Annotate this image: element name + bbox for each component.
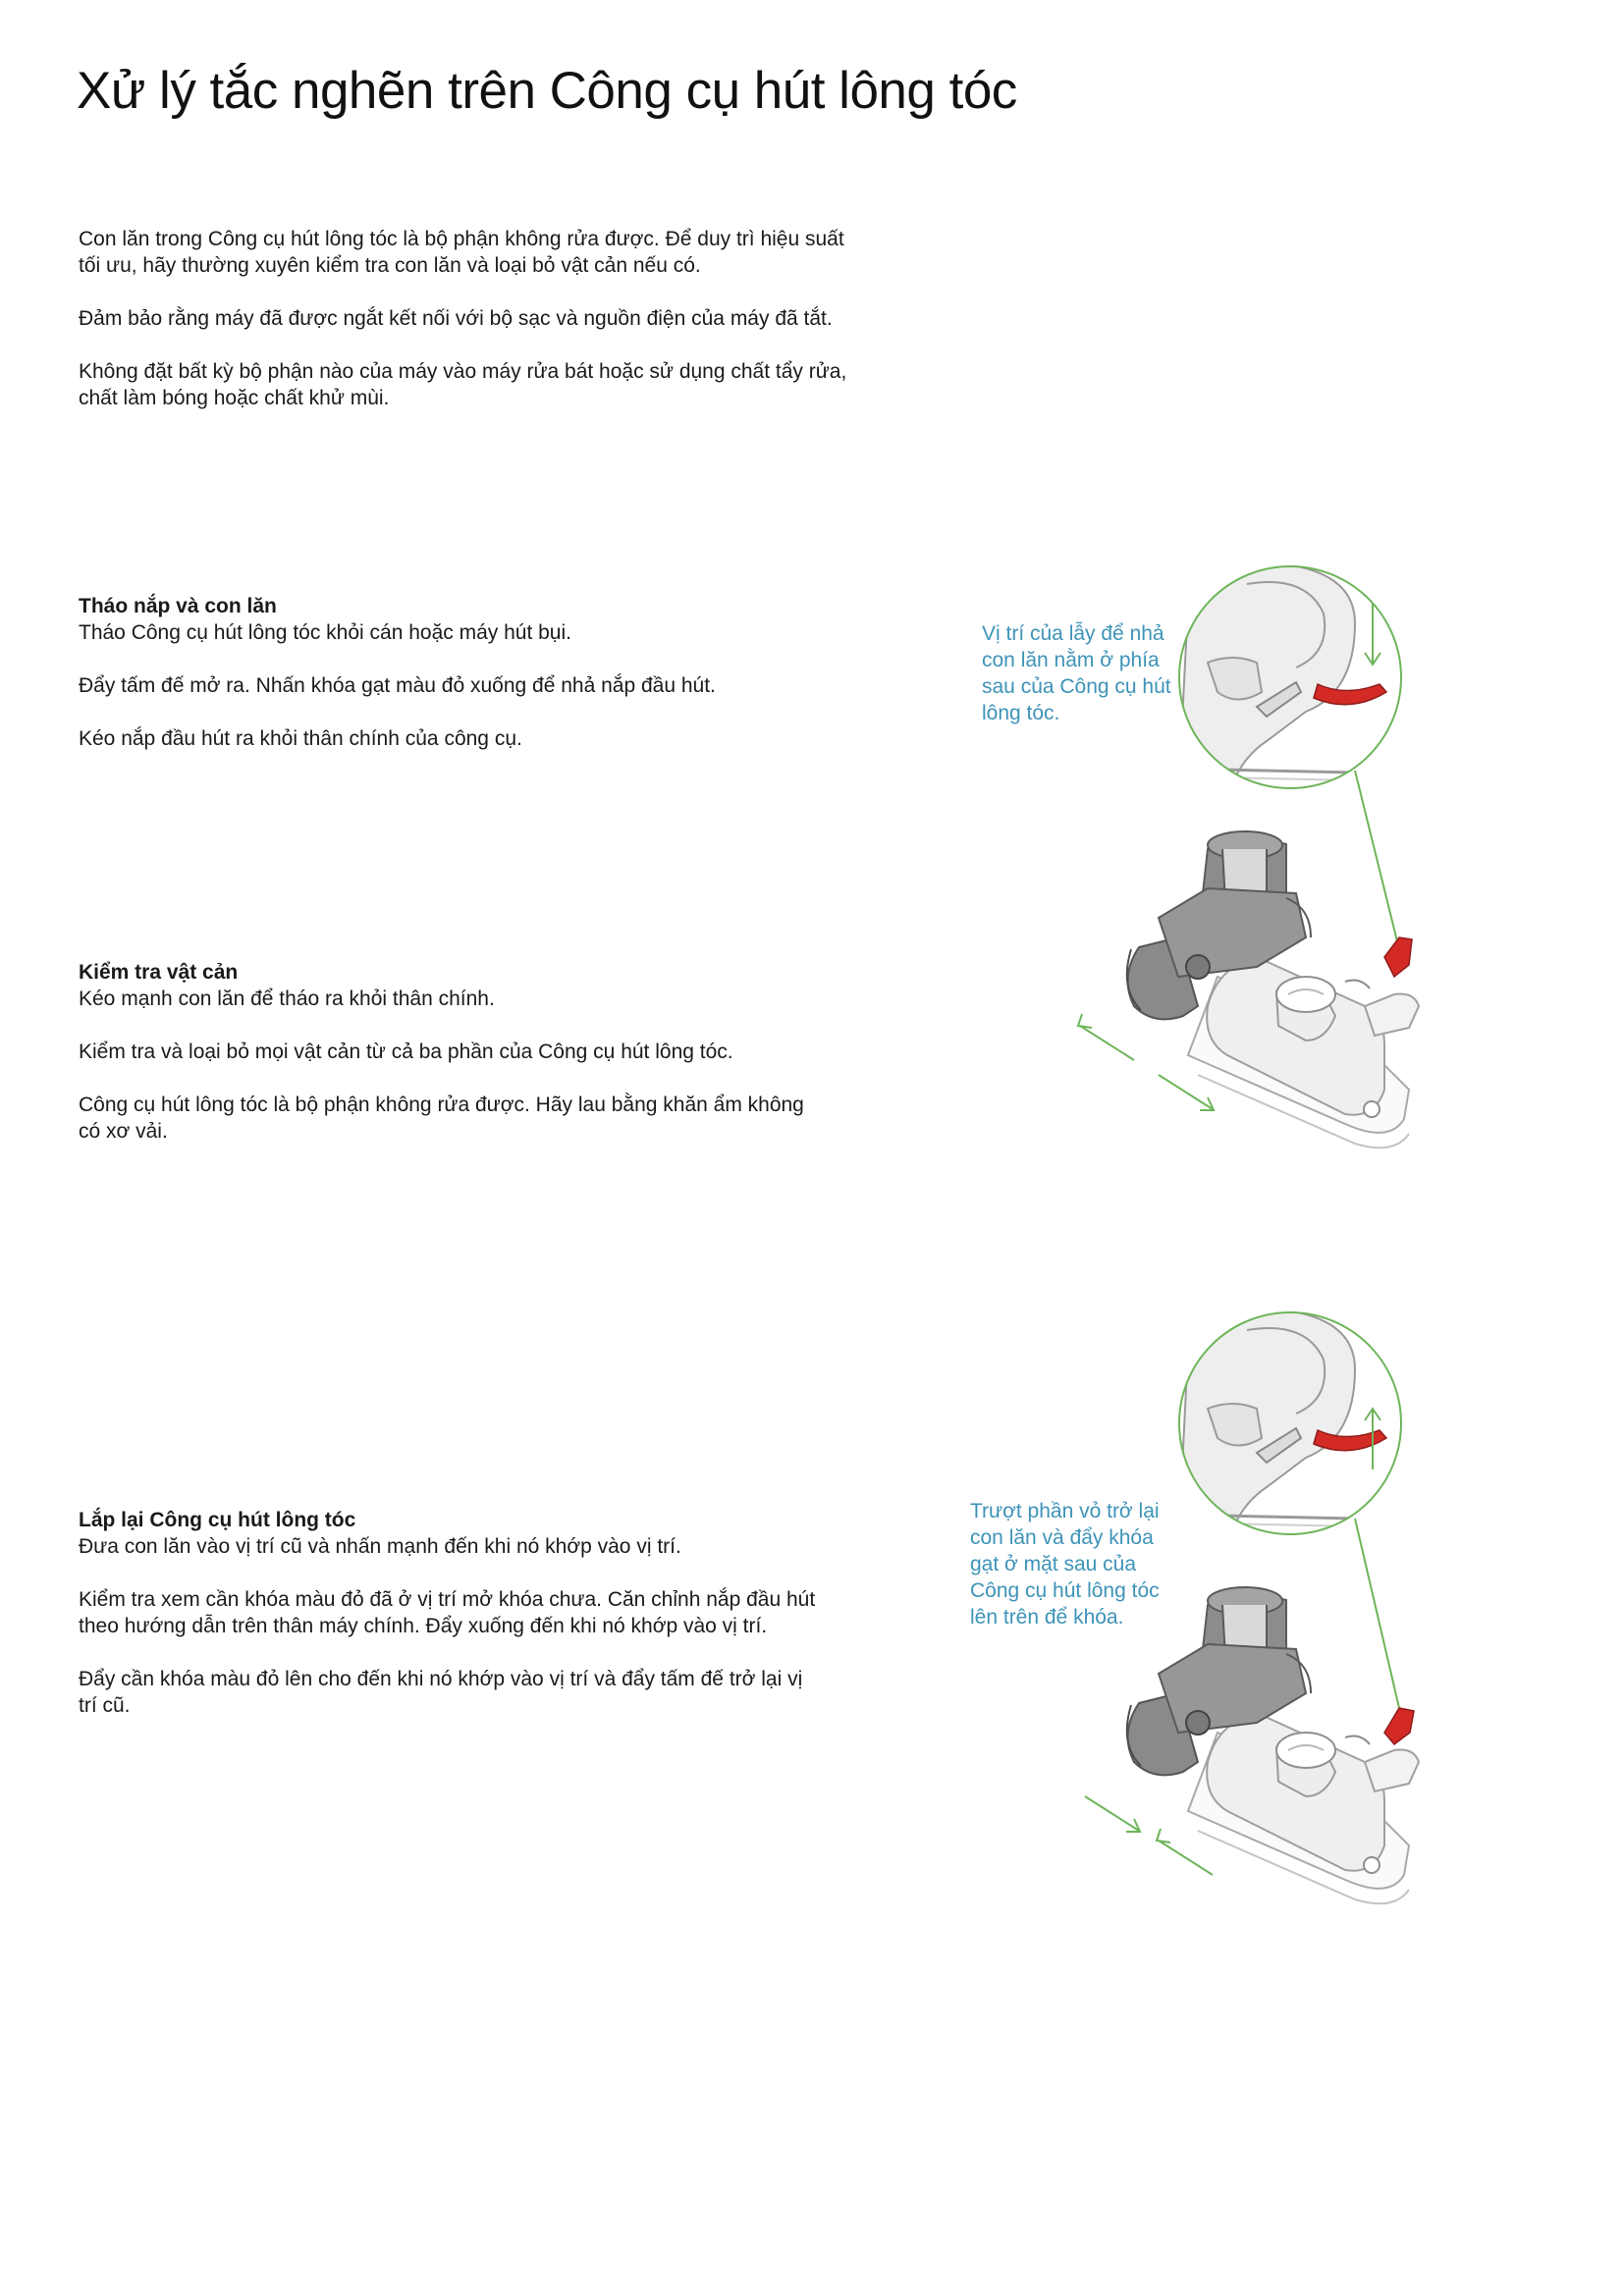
section-title: Kiểm tra vật cản (79, 961, 239, 984)
zoom-pointer (1355, 771, 1399, 949)
zoom-detail (1168, 555, 1424, 810)
section-paragraph: Đẩy cần khóa màu đỏ lên cho đến khi nó khớp vào vị trí và đẩy tấm đế trở lại vị trí cũ. (79, 1668, 803, 1717)
section-paragraph: Công cụ hút lông tóc là bộ phận không rửa được. Hãy lau bằng khăn ẩm không có xơ vải. (79, 1094, 804, 1143)
section-paragraph: Đưa con lăn vào vị trí cũ và nhấn mạnh đến khi nó khớp vào vị trí. (79, 1535, 681, 1558)
red-lever (1384, 937, 1412, 977)
section-remove-cap (79, 593, 825, 778)
section-paragraph: Kéo mạnh con lăn để tháo ra khỏi thân chính. (79, 988, 495, 1010)
hair-tool-body (1127, 1587, 1419, 1903)
intro-paragraph: Con lăn trong Công cụ hút lông tóc là bộ phận không rửa được. Để duy trì hiệu suất tối ưu, hãy thường xuyên kiểm tra con lăn và loại bỏ vật cản nếu có. (79, 228, 844, 277)
section-check-blockage (79, 959, 825, 1171)
intro-paragraph: Không đặt bất kỳ bộ phận nào của máy vào máy rửa bát hoặc sử dụng chất tẩy rửa, chất làm bóng hoặc chất khử mùi. (79, 360, 847, 409)
intro-paragraph: Đảm bảo rằng máy đã được ngắt kết nối với bộ sạc và nguồn điện của máy đã tắt. (79, 307, 833, 330)
figure-caption-reassemble: Trượt phần vỏ trở lại con lăn và đẩy khóa gạt ở mặt sau của Công cụ hút lông tóc lên trên để khóa. (970, 1500, 1160, 1629)
section-paragraph: Kiểm tra xem cần khóa màu đỏ đã ở vị trí mở khóa chưa. Căn chỉnh nắp đầu hút theo hướng dẫn trên thân máy chính. Đẩy xuống đến khi nó khớp vào vị trí. (79, 1588, 816, 1637)
illustration-release-roller (1060, 545, 1473, 1173)
section-title: Tháo nắp và con lăn (79, 595, 277, 617)
motion-arrows (1078, 1014, 1214, 1110)
zoom-detail (1168, 1301, 1424, 1556)
section-title: Lắp lại Công cụ hút lông tóc (79, 1509, 356, 1531)
red-lever (1384, 1708, 1414, 1744)
figure-caption-release: Vị trí của lẫy để nhả con lăn nằm ở phía sau của Công cụ hút lông tóc. (982, 622, 1171, 724)
section-paragraph: Kéo nắp đầu hút ra khỏi thân chính của công cụ. (79, 727, 522, 750)
section-reassemble (79, 1507, 825, 1745)
section-paragraph: Đẩy tấm đế mở ra. Nhấn khóa gạt màu đỏ xuống để nhả nắp đầu hút. (79, 674, 716, 697)
section-paragraph: Kiểm tra và loại bỏ mọi vật cản từ cả ba phần của Công cụ hút lông tóc. (79, 1041, 733, 1063)
zoom-pointer (1355, 1519, 1399, 1708)
intro-text (79, 226, 864, 438)
page-title: Xử lý tắc nghẽn trên Công cụ hút lông tóc (77, 62, 1017, 120)
hair-tool-body (1127, 831, 1419, 1148)
illustration-reassemble (1060, 1301, 1473, 1929)
section-paragraph: Tháo Công cụ hút lông tóc khỏi cán hoặc máy hút bụi. (79, 621, 571, 644)
